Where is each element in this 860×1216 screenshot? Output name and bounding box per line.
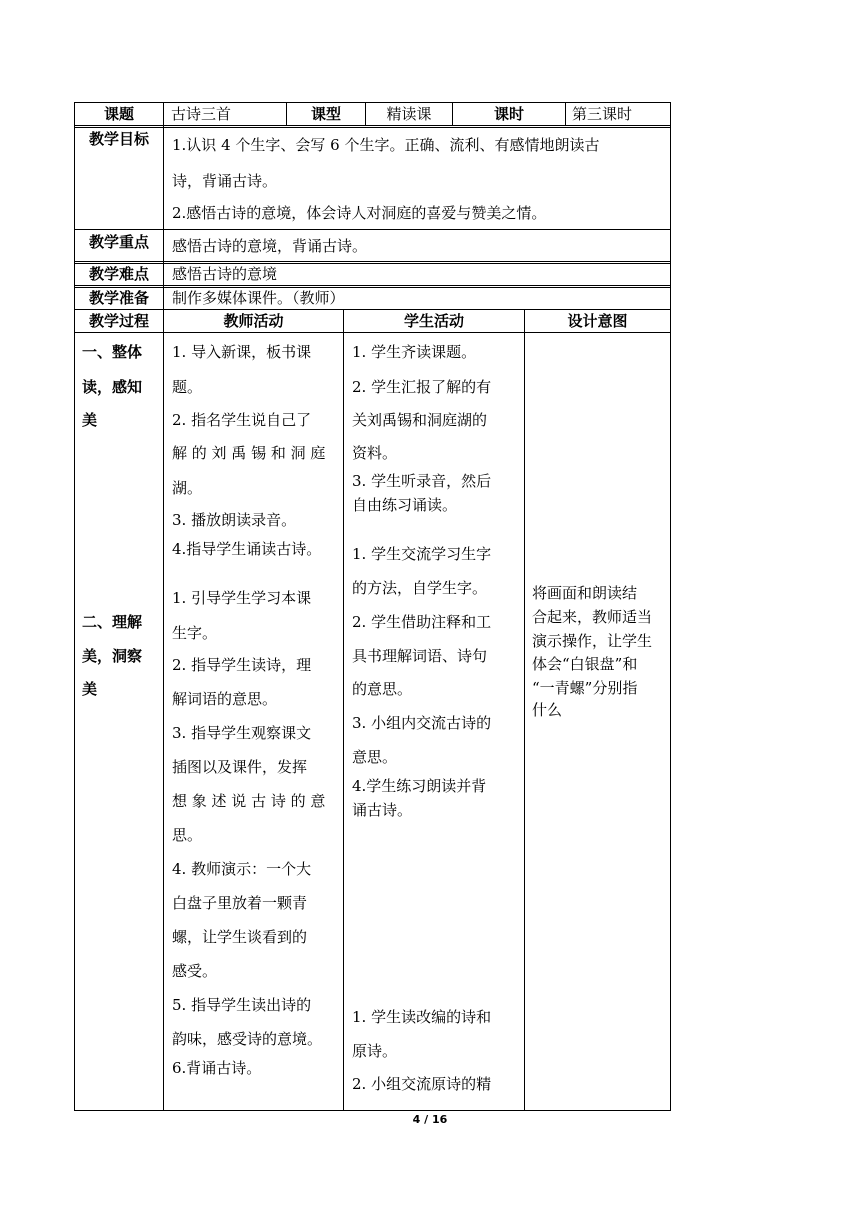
student-line: 2. 学生借助注释和工	[352, 613, 492, 631]
teacher-line: 湖。	[172, 479, 203, 497]
teacher-line: 5. 指导学生读出诗的	[172, 996, 312, 1014]
student-line: 1. 学生读改编的诗和	[352, 1008, 492, 1026]
teacher-line: 题。	[172, 378, 203, 396]
design-line: 将画面和朗读结	[532, 584, 638, 602]
preparation-text: 制作多媒体课件。（教师）	[172, 289, 345, 307]
teacher-line: 4.指导学生诵读古诗。	[172, 540, 322, 558]
col-student: 学生活动	[403, 312, 464, 330]
design-line: “一青螺”分别指	[532, 679, 638, 697]
teacher-line: 思。	[172, 826, 203, 844]
rule	[670, 102, 671, 1111]
student-line: 的意思。	[352, 680, 413, 698]
design-line: 什么	[532, 701, 563, 719]
label-topic: 课题	[103, 105, 134, 123]
student-line: 关刘禹锡和洞庭湖的	[352, 411, 488, 429]
teacher-line: 想 象 述 说 古 诗 的 意	[172, 792, 326, 810]
teacher-line: 6.背诵古诗。	[172, 1059, 262, 1077]
stage-label: 一、整体	[82, 343, 143, 361]
student-line: 4.学生练习朗读并背	[352, 777, 487, 795]
topic-value: 古诗三首	[171, 105, 232, 123]
rule	[163, 102, 164, 1111]
teacher-line: 1. 引导学生学习本课	[172, 589, 312, 607]
label-key-point: 教学重点	[88, 233, 149, 251]
teacher-line: 韵味，感受诗的意境。	[172, 1030, 323, 1048]
teacher-line: 生字。	[172, 624, 218, 642]
teacher-line: 解 的 刘 禹 锡 和 洞 庭	[172, 444, 326, 462]
goal-line: 诗，背诵古诗。	[172, 172, 278, 190]
type-value: 精读课	[386, 105, 432, 123]
student-line: 3. 小组内交流古诗的	[352, 714, 492, 732]
label-preparation: 教学准备	[88, 289, 149, 307]
teacher-line: 感受。	[172, 962, 218, 980]
label-period: 课时	[493, 105, 524, 123]
student-line: 诵古诗。	[352, 801, 413, 819]
student-line: 资料。	[352, 444, 398, 462]
teacher-line: 2. 指名学生说自己了	[172, 411, 312, 429]
teacher-line: 白盘子里放着一颗青	[172, 894, 308, 912]
student-line: 具书理解词语、诗句	[352, 647, 488, 665]
label-difficulty: 教学难点	[88, 265, 149, 283]
col-process: 教学过程	[88, 312, 149, 330]
stage-label: 读，感知	[82, 378, 143, 396]
col-teacher: 教师活动	[223, 312, 284, 330]
stage-label: 美，洞察	[82, 647, 143, 665]
student-line: 的方法，自学生字。	[352, 579, 488, 597]
goal-line: 1.认识 4 个生字、会写 6 个生字。正确、流利、有感情地朗读古	[172, 136, 600, 154]
label-type: 课型	[310, 105, 341, 123]
col-design: 设计意图	[567, 312, 628, 330]
teacher-line: 3. 播放朗读录音。	[172, 511, 297, 529]
stage-label: 二、理解	[82, 613, 143, 631]
student-line: 自由练习诵读。	[352, 496, 458, 514]
teacher-line: 1. 导入新课，板书课	[172, 343, 312, 361]
teacher-line: 4. 教师演示：一个大	[172, 860, 312, 878]
teacher-line: 3. 指导学生观察课文	[172, 724, 312, 742]
student-line: 1. 学生交流学习生字	[352, 545, 492, 563]
goal-line: 2.感悟古诗的意境，体会诗人对洞庭的喜爱与赞美之情。	[172, 204, 547, 222]
rule	[565, 102, 566, 126]
teacher-line: 螺，让学生谈看到的	[172, 928, 308, 946]
student-line: 原诗。	[352, 1042, 398, 1060]
page-number: 4 / 16	[412, 1113, 448, 1126]
period-value: 第三课时	[572, 105, 633, 123]
rule	[343, 309, 344, 1111]
teacher-line: 插图以及课件，发挥	[172, 758, 308, 776]
design-line: 演示操作，让学生	[532, 632, 653, 650]
design-line: 合起来，教师适当	[532, 608, 653, 626]
rule	[74, 102, 75, 1111]
difficulty-text: 感悟古诗的意境	[172, 265, 278, 283]
student-line: 1. 学生齐读课题。	[352, 343, 477, 361]
teacher-line: 2. 指导学生读诗，理	[172, 656, 312, 674]
teacher-line: 解词语的意思。	[172, 690, 278, 708]
student-line: 意思。	[352, 748, 398, 766]
student-line: 2. 小组交流原诗的精	[352, 1075, 492, 1093]
student-line: 2. 学生汇报了解的有	[352, 378, 492, 396]
key-point-text: 感悟古诗的意境，背诵古诗。	[172, 237, 368, 255]
stage-label: 美	[82, 411, 98, 429]
student-line: 3. 学生听录音，然后	[352, 472, 492, 490]
stage-label: 美	[82, 680, 98, 698]
label-goals: 教学目标	[88, 130, 149, 148]
rule	[524, 309, 525, 1111]
design-line: 体会“白银盘”和	[532, 655, 638, 673]
